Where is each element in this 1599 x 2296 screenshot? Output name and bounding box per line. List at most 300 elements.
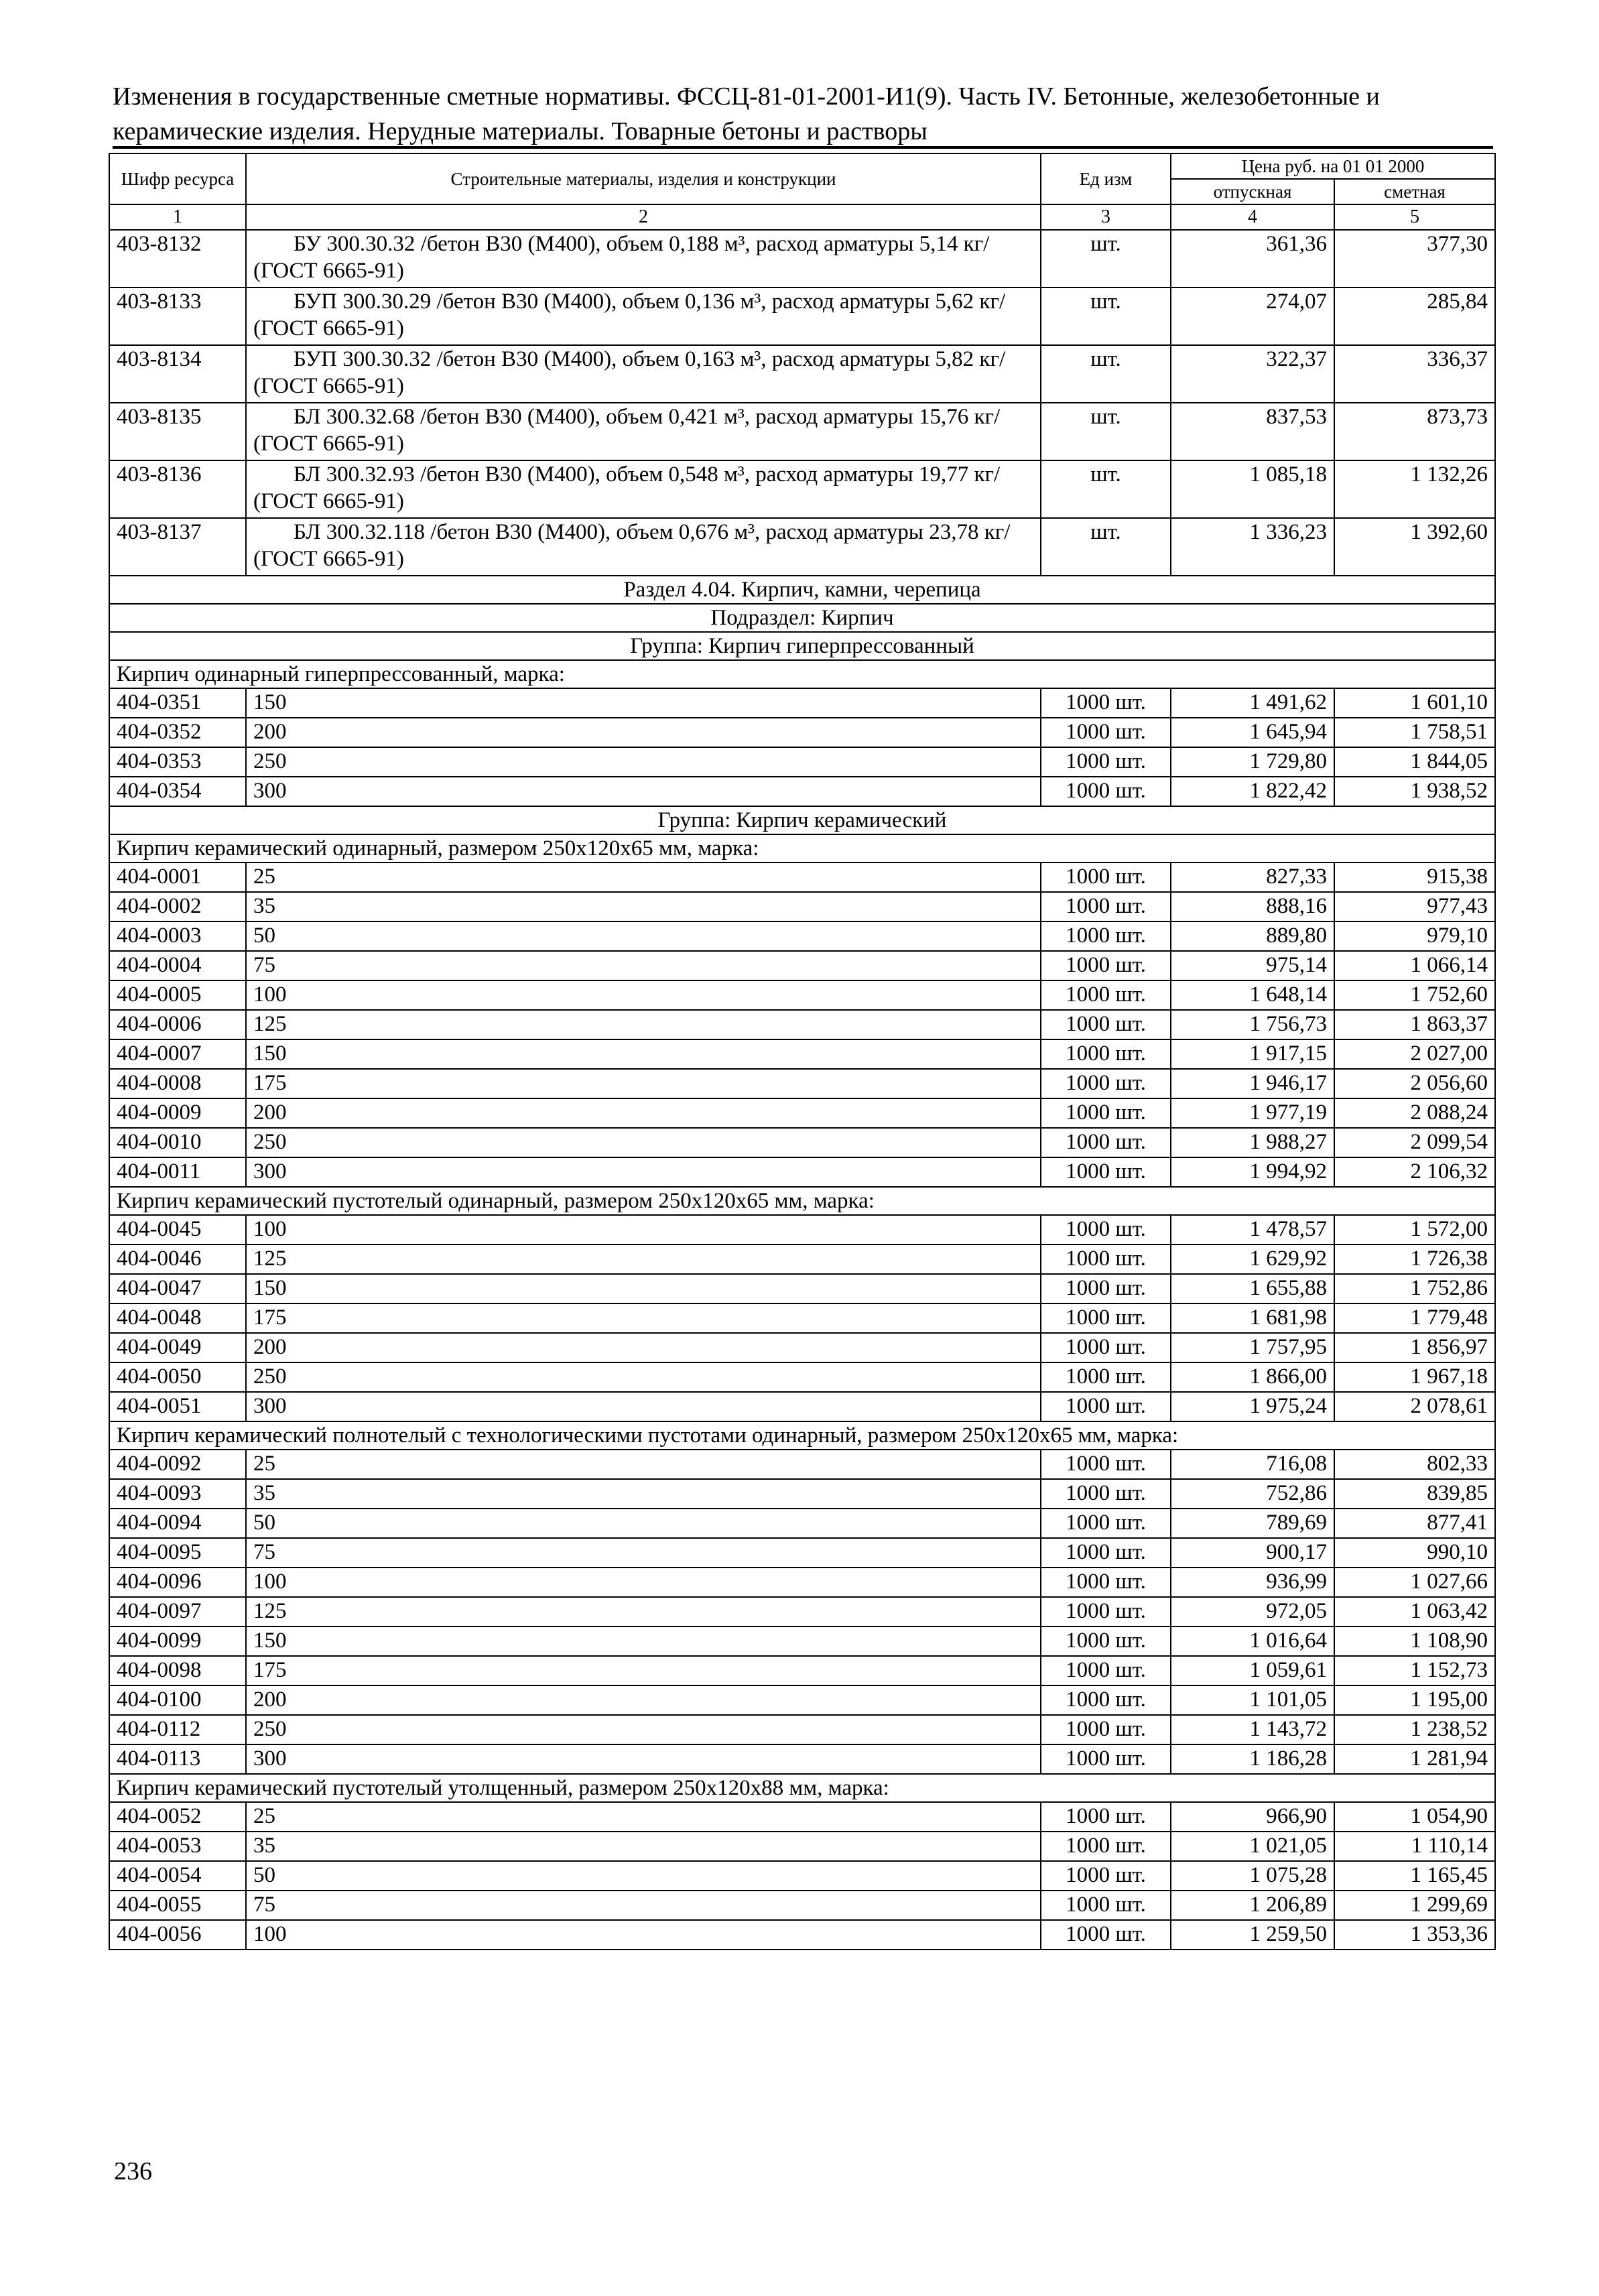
table-row [109, 1597, 1495, 1627]
cell-code: 404-0053 [109, 1832, 246, 1861]
cell-name: 175 [246, 1069, 1041, 1098]
cell-code: 404-0004 [109, 951, 246, 980]
cell-name: 125 [246, 1010, 1041, 1039]
cell-name: 100 [246, 1215, 1041, 1245]
cell-name: 250 [246, 1128, 1041, 1157]
cell-code: 404-0006 [109, 1010, 246, 1039]
table-row [109, 718, 1495, 747]
cell-price-estimate: 2 056,60 [1334, 1069, 1495, 1098]
group-description: Кирпич керамический полнотелый с технологическими пустотами одинарный, размером 250x120x65 мм, марка: [109, 1421, 1495, 1450]
cell-name: 100 [246, 1920, 1041, 1950]
cell-name: 300 [246, 1744, 1041, 1774]
cell-code: 404-0097 [109, 1597, 246, 1627]
cell-name: БУП 300.30.32 /бетон В30 (М400), объем 0,163 м³, расход арматуры 5,82 кг/ (ГОСТ 6665-91) [246, 345, 1041, 403]
cell-code: 404-0098 [109, 1656, 246, 1685]
cell-unit: 1000 шт. [1041, 1568, 1171, 1597]
table-row [109, 1362, 1495, 1392]
table-row [109, 1538, 1495, 1568]
header-price-estimate: сметная [1334, 179, 1495, 204]
table-row [109, 1509, 1495, 1538]
cell-name: 300 [246, 1157, 1041, 1187]
cell-code: 404-0055 [109, 1891, 246, 1920]
cell-price-release: 1 757,95 [1171, 1333, 1334, 1362]
table-row [109, 1685, 1495, 1715]
cell-price-release: 1 085,18 [1171, 460, 1334, 518]
group-title-row [109, 632, 1495, 660]
group-title: Группа: Кирпич керамический [109, 806, 1495, 834]
cell-price-release: 1 975,24 [1171, 1392, 1334, 1421]
cell-price-release: 1 822,42 [1171, 777, 1334, 806]
header-price-release: отпускная [1171, 179, 1334, 204]
cell-price-estimate: 1 938,52 [1334, 777, 1495, 806]
cell-price-estimate: 1 299,69 [1334, 1891, 1495, 1920]
cell-unit: 1000 шт. [1041, 1333, 1171, 1362]
cell-code: 404-0056 [109, 1920, 246, 1950]
section-title-row [109, 576, 1495, 604]
cell-name: 35 [246, 1479, 1041, 1509]
group-description-row [109, 1421, 1495, 1450]
cell-code: 403-8136 [109, 460, 246, 518]
cell-code: 404-0354 [109, 777, 246, 806]
cell-code: 404-0113 [109, 1744, 246, 1774]
cell-price-estimate: 2 106,32 [1334, 1157, 1495, 1187]
cell-code: 404-0099 [109, 1627, 246, 1656]
cell-name: 150 [246, 688, 1041, 718]
table-row [109, 1450, 1495, 1479]
cell-unit: 1000 шт. [1041, 1392, 1171, 1421]
table-row [109, 1215, 1495, 1245]
cell-price-estimate: 377,30 [1334, 230, 1495, 288]
cell-unit: 1000 шт. [1041, 921, 1171, 951]
col-number: 3 [1041, 204, 1171, 230]
cell-unit: 1000 шт. [1041, 1920, 1171, 1950]
table-row [109, 1627, 1495, 1656]
cell-price-estimate: 1 601,10 [1334, 688, 1495, 718]
cell-code: 404-0005 [109, 980, 246, 1010]
cell-unit: шт. [1041, 288, 1171, 345]
cell-price-release: 322,37 [1171, 345, 1334, 403]
cell-code: 403-8135 [109, 403, 246, 460]
cell-name: 150 [246, 1627, 1041, 1656]
cell-price-estimate: 979,10 [1334, 921, 1495, 951]
table-row [109, 921, 1495, 951]
cell-price-release: 1 756,73 [1171, 1010, 1334, 1039]
cell-price-release: 274,07 [1171, 288, 1334, 345]
cell-code: 404-0096 [109, 1568, 246, 1597]
cell-price-release: 1 946,17 [1171, 1069, 1334, 1098]
table-row [109, 1157, 1495, 1187]
cell-price-release: 1 988,27 [1171, 1128, 1334, 1157]
table-row [109, 1039, 1495, 1069]
cell-unit: 1000 шт. [1041, 980, 1171, 1010]
cell-code: 404-0008 [109, 1069, 246, 1098]
cell-name: 35 [246, 892, 1041, 921]
cell-price-estimate: 2 078,61 [1334, 1392, 1495, 1421]
cell-name: 300 [246, 1392, 1041, 1421]
col-number: 2 [246, 204, 1041, 230]
cell-price-estimate: 1 779,48 [1334, 1303, 1495, 1333]
cell-unit: 1000 шт. [1041, 1274, 1171, 1303]
cell-name: 175 [246, 1303, 1041, 1333]
cell-code: 403-8132 [109, 230, 246, 288]
cell-unit: 1000 шт. [1041, 1362, 1171, 1392]
cell-price-release: 936,99 [1171, 1568, 1334, 1597]
cell-price-release: 1 075,28 [1171, 1861, 1334, 1891]
cell-price-estimate: 877,41 [1334, 1509, 1495, 1538]
col-number: 1 [109, 204, 246, 230]
cell-price-release: 1 259,50 [1171, 1920, 1334, 1950]
group-description: Кирпич керамический пустотелый одинарный, размером 250x120x65 мм, марка: [109, 1187, 1495, 1215]
cell-name: 125 [246, 1245, 1041, 1274]
cell-unit: 1000 шт. [1041, 951, 1171, 980]
cell-code: 404-0352 [109, 718, 246, 747]
table-row [109, 1802, 1495, 1832]
cell-name: БЛ 300.32.93 /бетон В30 (М400), объем 0,548 м³, расход арматуры 19,77 кг/ (ГОСТ 6665-91) [246, 460, 1041, 518]
cell-unit: 1000 шт. [1041, 1832, 1171, 1861]
table-row [109, 1891, 1495, 1920]
cell-price-estimate: 1 726,38 [1334, 1245, 1495, 1274]
cell-price-release: 972,05 [1171, 1597, 1334, 1627]
group-description-row [109, 660, 1495, 688]
cell-unit: шт. [1041, 403, 1171, 460]
table-row [109, 1303, 1495, 1333]
group-title-row [109, 806, 1495, 834]
cell-unit: 1000 шт. [1041, 1010, 1171, 1039]
group-description: Кирпич керамический одинарный, размером 250x120x65 мм, марка: [109, 834, 1495, 863]
cell-code: 404-0094 [109, 1509, 246, 1538]
cell-price-release: 1 681,98 [1171, 1303, 1334, 1333]
group-description-row [109, 1187, 1495, 1215]
cell-price-estimate: 1 353,36 [1334, 1920, 1495, 1950]
cell-price-estimate: 1 195,00 [1334, 1685, 1495, 1715]
cell-unit: 1000 шт. [1041, 1450, 1171, 1479]
table-row [109, 460, 1495, 518]
cell-price-release: 1 478,57 [1171, 1215, 1334, 1245]
cell-code: 404-0007 [109, 1039, 246, 1069]
cell-price-estimate: 2 099,54 [1334, 1128, 1495, 1157]
cell-price-release: 1 994,92 [1171, 1157, 1334, 1187]
header-unit: Ед изм [1041, 153, 1171, 204]
cell-unit: 1000 шт. [1041, 892, 1171, 921]
table-row [109, 777, 1495, 806]
cell-unit: 1000 шт. [1041, 1509, 1171, 1538]
cell-price-estimate: 1 027,66 [1334, 1568, 1495, 1597]
cell-unit: 1000 шт. [1041, 1098, 1171, 1128]
cell-code: 404-0054 [109, 1861, 246, 1891]
cell-price-release: 716,08 [1171, 1450, 1334, 1479]
cell-code: 404-0010 [109, 1128, 246, 1157]
cell-price-estimate: 802,33 [1334, 1450, 1495, 1479]
cell-code: 404-0093 [109, 1479, 246, 1509]
cell-unit: 1000 шт. [1041, 1627, 1171, 1656]
group-description: Кирпич керамический пустотелый утолщенный, размером 250x120x88 мм, марка: [109, 1774, 1495, 1802]
cell-price-release: 1 336,23 [1171, 518, 1334, 576]
cell-price-release: 975,14 [1171, 951, 1334, 980]
cell-unit: шт. [1041, 518, 1171, 576]
price-table [109, 153, 1496, 1950]
cell-price-release: 1 206,89 [1171, 1891, 1334, 1920]
cell-price-release: 900,17 [1171, 1538, 1334, 1568]
cell-code: 403-8137 [109, 518, 246, 576]
table-row [109, 1715, 1495, 1744]
cell-price-estimate: 2 088,24 [1334, 1098, 1495, 1128]
col-number: 5 [1334, 204, 1495, 230]
cell-name: БЛ 300.32.118 /бетон В30 (М400), объем 0,676 м³, расход арматуры 23,78 кг/ (ГОСТ 6665-91) [246, 518, 1041, 576]
cell-code: 404-0002 [109, 892, 246, 921]
table-row [109, 1333, 1495, 1362]
cell-unit: 1000 шт. [1041, 1891, 1171, 1920]
table-row [109, 230, 1495, 288]
cell-price-release: 888,16 [1171, 892, 1334, 921]
cell-name: 150 [246, 1039, 1041, 1069]
cell-price-release: 1 021,05 [1171, 1832, 1334, 1861]
cell-code: 403-8133 [109, 288, 246, 345]
table-row [109, 1744, 1495, 1774]
cell-name: 175 [246, 1656, 1041, 1685]
cell-price-estimate: 1 110,14 [1334, 1832, 1495, 1861]
table-row [109, 1861, 1495, 1891]
cell-name: 150 [246, 1274, 1041, 1303]
cell-unit: шт. [1041, 230, 1171, 288]
cell-code: 404-0046 [109, 1245, 246, 1274]
cell-unit: шт. [1041, 460, 1171, 518]
cell-code: 403-8134 [109, 345, 246, 403]
table-row [109, 688, 1495, 718]
table-row [109, 863, 1495, 892]
cell-unit: 1000 шт. [1041, 1715, 1171, 1744]
cell-price-estimate: 1 967,18 [1334, 1362, 1495, 1392]
cell-code: 404-0052 [109, 1802, 246, 1832]
table-body [109, 230, 1495, 1950]
cell-price-estimate: 2 027,00 [1334, 1039, 1495, 1069]
cell-price-estimate: 1 758,51 [1334, 718, 1495, 747]
cell-price-estimate: 990,10 [1334, 1538, 1495, 1568]
table-row [109, 1069, 1495, 1098]
cell-unit: 1000 шт. [1041, 1215, 1171, 1245]
cell-name: БЛ 300.32.68 /бетон В30 (М400), объем 0,421 м³, расход арматуры 15,76 кг/ (ГОСТ 6665-91) [246, 403, 1041, 460]
group-title: Группа: Кирпич гиперпрессованный [109, 632, 1495, 660]
cell-price-estimate: 1 863,37 [1334, 1010, 1495, 1039]
cell-code: 404-0351 [109, 688, 246, 718]
table-row [109, 747, 1495, 777]
table-row [109, 1128, 1495, 1157]
cell-unit: 1000 шт. [1041, 1245, 1171, 1274]
cell-code: 404-0092 [109, 1450, 246, 1479]
subsection-title: Подраздел: Кирпич [109, 604, 1495, 632]
cell-price-estimate: 285,84 [1334, 288, 1495, 345]
table-row [109, 1392, 1495, 1421]
cell-unit: 1000 шт. [1041, 718, 1171, 747]
col-number: 4 [1171, 204, 1334, 230]
cell-name: 200 [246, 1685, 1041, 1715]
cell-price-estimate: 1 066,14 [1334, 951, 1495, 980]
cell-price-release: 1 866,00 [1171, 1362, 1334, 1392]
header-code: Шифр ресурса [109, 153, 246, 204]
cell-price-release: 966,90 [1171, 1802, 1334, 1832]
cell-price-release: 1 629,92 [1171, 1245, 1334, 1274]
cell-price-release: 1 729,80 [1171, 747, 1334, 777]
page-number: 236 [114, 2157, 152, 2185]
cell-price-estimate: 1 108,90 [1334, 1627, 1495, 1656]
cell-price-estimate: 1 572,00 [1334, 1215, 1495, 1245]
group-description-row [109, 834, 1495, 863]
table-row [109, 345, 1495, 403]
table-row [109, 951, 1495, 980]
cell-unit: 1000 шт. [1041, 1685, 1171, 1715]
header-name: Строительные материалы, изделия и конструкции [246, 153, 1041, 204]
table-row [109, 403, 1495, 460]
cell-price-estimate: 1 238,52 [1334, 1715, 1495, 1744]
cell-price-release: 1 917,15 [1171, 1039, 1334, 1069]
cell-code: 404-0100 [109, 1685, 246, 1715]
header-line-1: Изменения в государственные сметные нормативы. ФССЦ-81-01-2001-И1(9). Часть IV. Бетонные, железобетонные и [113, 82, 1380, 111]
cell-unit: 1000 шт. [1041, 1597, 1171, 1627]
cell-price-release: 889,80 [1171, 921, 1334, 951]
cell-code: 404-0051 [109, 1392, 246, 1421]
header-line-2: керамические изделия. Нерудные материалы. Товарные бетоны и растворы [113, 117, 928, 145]
header-price: Цена руб. на 01 01 2000 [1171, 153, 1495, 179]
cell-price-estimate: 336,37 [1334, 345, 1495, 403]
table-row [109, 1098, 1495, 1128]
cell-name: 125 [246, 1597, 1041, 1627]
page-header [113, 79, 1493, 149]
cell-name: 50 [246, 1509, 1041, 1538]
cell-price-release: 1 645,94 [1171, 718, 1334, 747]
cell-unit: 1000 шт. [1041, 863, 1171, 892]
cell-price-estimate: 1 844,05 [1334, 747, 1495, 777]
cell-name: 200 [246, 718, 1041, 747]
cell-unit: 1000 шт. [1041, 1303, 1171, 1333]
cell-price-estimate: 1 132,26 [1334, 460, 1495, 518]
table-row [109, 1479, 1495, 1509]
cell-code: 404-0009 [109, 1098, 246, 1128]
cell-code: 404-0050 [109, 1362, 246, 1392]
cell-name: 250 [246, 747, 1041, 777]
table-row [109, 1920, 1495, 1950]
cell-price-release: 1 491,62 [1171, 688, 1334, 718]
cell-code: 404-0011 [109, 1157, 246, 1187]
cell-name: 35 [246, 1832, 1041, 1861]
cell-name: 250 [246, 1362, 1041, 1392]
cell-name: 300 [246, 777, 1041, 806]
table-row [109, 980, 1495, 1010]
cell-price-estimate: 1 752,86 [1334, 1274, 1495, 1303]
cell-price-estimate: 1 856,97 [1334, 1333, 1495, 1362]
cell-code: 404-0049 [109, 1333, 246, 1362]
cell-unit: 1000 шт. [1041, 1744, 1171, 1774]
cell-unit: 1000 шт. [1041, 1128, 1171, 1157]
cell-name: 75 [246, 1538, 1041, 1568]
cell-price-estimate: 915,38 [1334, 863, 1495, 892]
subsection-title-row [109, 604, 1495, 632]
cell-unit: 1000 шт. [1041, 1479, 1171, 1509]
cell-name: 50 [246, 921, 1041, 951]
cell-name: 75 [246, 1891, 1041, 1920]
cell-price-estimate: 1 063,42 [1334, 1597, 1495, 1627]
cell-code: 404-0112 [109, 1715, 246, 1744]
cell-price-estimate: 1 392,60 [1334, 518, 1495, 576]
cell-name: 50 [246, 1861, 1041, 1891]
cell-name: 25 [246, 1450, 1041, 1479]
cell-price-release: 361,36 [1171, 230, 1334, 288]
table-row [109, 1245, 1495, 1274]
table-row [109, 892, 1495, 921]
cell-price-release: 1 016,64 [1171, 1627, 1334, 1656]
cell-price-release: 1 655,88 [1171, 1274, 1334, 1303]
cell-name: 25 [246, 1802, 1041, 1832]
cell-price-estimate: 839,85 [1334, 1479, 1495, 1509]
cell-price-release: 1 977,19 [1171, 1098, 1334, 1128]
cell-unit: 1000 шт. [1041, 1538, 1171, 1568]
table-row [109, 518, 1495, 576]
cell-unit: 1000 шт. [1041, 1656, 1171, 1685]
cell-price-release: 752,86 [1171, 1479, 1334, 1509]
cell-code: 404-0047 [109, 1274, 246, 1303]
cell-unit: 1000 шт. [1041, 1157, 1171, 1187]
cell-price-estimate: 1 752,60 [1334, 980, 1495, 1010]
cell-code: 404-0048 [109, 1303, 246, 1333]
table-row [109, 1568, 1495, 1597]
cell-price-release: 837,53 [1171, 403, 1334, 460]
cell-code: 404-0001 [109, 863, 246, 892]
cell-code: 404-0095 [109, 1538, 246, 1568]
group-description: Кирпич одинарный гиперпрессованный, марка: [109, 660, 1495, 688]
cell-code: 404-0353 [109, 747, 246, 777]
header-rule [113, 146, 1493, 149]
cell-name: 100 [246, 1568, 1041, 1597]
cell-price-release: 789,69 [1171, 1509, 1334, 1538]
table-row [109, 1010, 1495, 1039]
table-row [109, 1274, 1495, 1303]
cell-name: 75 [246, 951, 1041, 980]
cell-price-release: 827,33 [1171, 863, 1334, 892]
table-row [109, 1656, 1495, 1685]
cell-price-estimate: 977,43 [1334, 892, 1495, 921]
cell-unit: шт. [1041, 345, 1171, 403]
section-title: Раздел 4.04. Кирпич, камни, черепица [109, 576, 1495, 604]
cell-unit: 1000 шт. [1041, 747, 1171, 777]
cell-name: 250 [246, 1715, 1041, 1744]
cell-price-release: 1 186,28 [1171, 1744, 1334, 1774]
cell-price-estimate: 1 152,73 [1334, 1656, 1495, 1685]
cell-name: БУП 300.30.29 /бетон В30 (М400), объем 0,136 м³, расход арматуры 5,62 кг/ (ГОСТ 6665-91) [246, 288, 1041, 345]
cell-code: 404-0045 [109, 1215, 246, 1245]
cell-price-release: 1 648,14 [1171, 980, 1334, 1010]
cell-unit: 1000 шт. [1041, 688, 1171, 718]
cell-price-release: 1 143,72 [1171, 1715, 1334, 1744]
cell-name: 25 [246, 863, 1041, 892]
cell-price-estimate: 873,73 [1334, 403, 1495, 460]
table-header [109, 153, 1495, 230]
cell-unit: 1000 шт. [1041, 1039, 1171, 1069]
table-row [109, 1832, 1495, 1861]
cell-name: 200 [246, 1333, 1041, 1362]
cell-unit: 1000 шт. [1041, 1861, 1171, 1891]
cell-code: 404-0003 [109, 921, 246, 951]
cell-unit: 1000 шт. [1041, 1802, 1171, 1832]
cell-name: 100 [246, 980, 1041, 1010]
cell-price-estimate: 1 054,90 [1334, 1802, 1495, 1832]
cell-price-release: 1 101,05 [1171, 1685, 1334, 1715]
cell-price-estimate: 1 281,94 [1334, 1744, 1495, 1774]
cell-unit: 1000 шт. [1041, 777, 1171, 806]
cell-price-estimate: 1 165,45 [1334, 1861, 1495, 1891]
cell-name: 200 [246, 1098, 1041, 1128]
group-description-row [109, 1774, 1495, 1802]
cell-name: БУ 300.30.32 /бетон В30 (М400), объем 0,188 м³, расход арматуры 5,14 кг/ (ГОСТ 6665-91) [246, 230, 1041, 288]
cell-price-release: 1 059,61 [1171, 1656, 1334, 1685]
cell-unit: 1000 шт. [1041, 1069, 1171, 1098]
